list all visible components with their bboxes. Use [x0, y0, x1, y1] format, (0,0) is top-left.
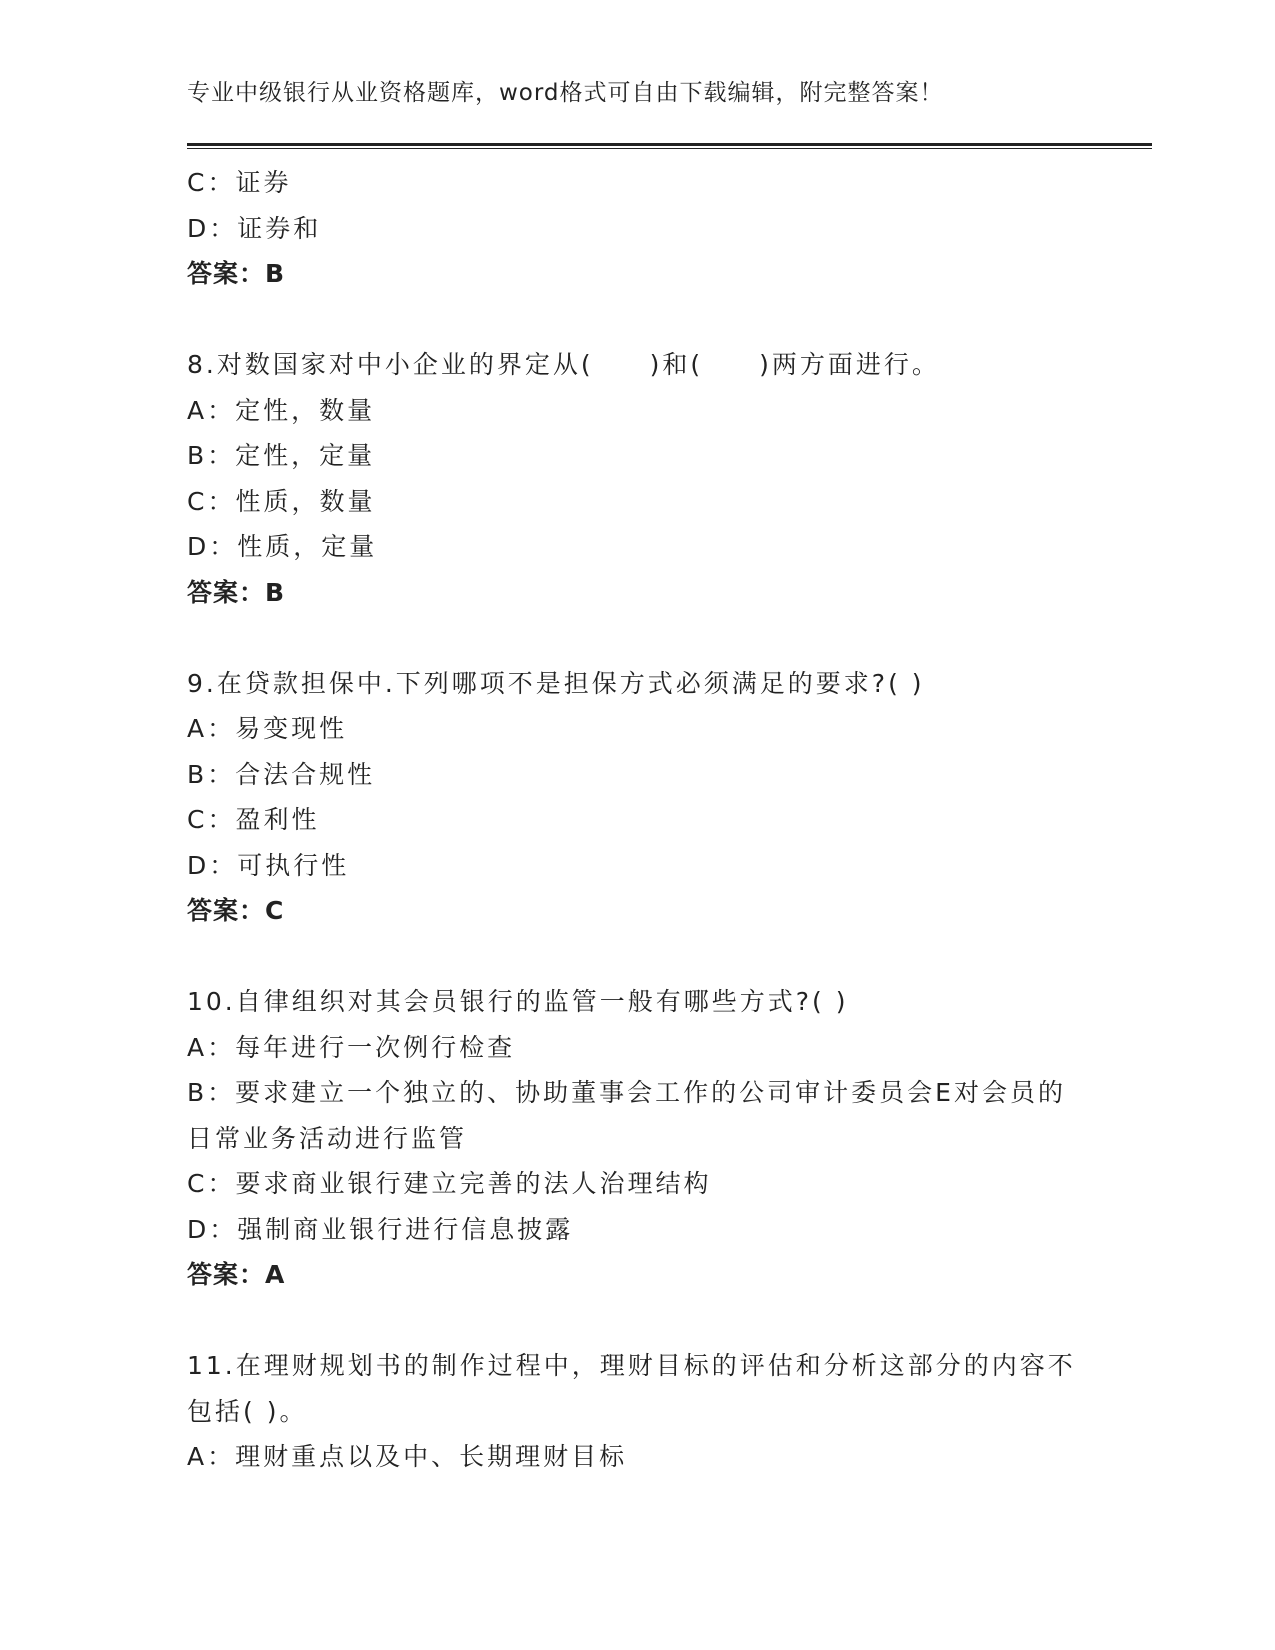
- option-b: B：要求建立一个独立的、协助董事会工作的公司审计委员会E对会员的日常业务活动进行监管: [187, 1078, 1066, 1153]
- answer: 答案：A: [187, 1260, 286, 1289]
- question-text: 10.自律组织对其会员银行的监管一般有哪些方式?( ): [187, 987, 849, 1016]
- option-b: B：定性，定量: [187, 441, 376, 470]
- question-11: [187, 1343, 1087, 1480]
- option-d: D：可执行性: [187, 850, 350, 880]
- option-c: C：证券: [187, 168, 292, 197]
- option-c: C：要求商业银行建立完善的法人治理结构: [187, 1169, 712, 1198]
- page-header: 专业中级银行从业资格题库，word格式可自由下载编辑，附完整答案！: [187, 80, 944, 106]
- question-list: [187, 160, 1087, 1480]
- option-a: A：定性，数量: [187, 395, 376, 425]
- option-d: D：强制商业银行进行信息披露: [187, 1214, 574, 1244]
- question-8: [187, 342, 1087, 615]
- question-10: [187, 979, 1087, 1298]
- answer: 答案：B: [187, 577, 286, 607]
- option-d: D：证券和: [187, 213, 322, 243]
- question-9: [187, 661, 1087, 934]
- option-c: C：盈利性: [187, 805, 320, 834]
- option-a: A：每年进行一次例行检查: [187, 1032, 516, 1062]
- header-divider: [187, 143, 1152, 149]
- option-d: D：性质，定量: [187, 532, 378, 561]
- question-text: 8.对数国家对中小企业的界定从( )和( )两方面进行。: [187, 350, 940, 379]
- option-a: A：易变现性: [187, 714, 348, 743]
- option-a: A：理财重点以及中、长期理财目标: [187, 1442, 628, 1471]
- answer: 答案：B: [187, 259, 286, 288]
- question-text: 11.在理财规划书的制作过程中，理财目标的评估和分析这部分的内容不包括( )。: [187, 1351, 1076, 1426]
- question-text: 9.在贷款担保中.下列哪项不是担保方式必须满足的要求?( ): [187, 668, 925, 698]
- answer: 答案：C: [187, 896, 285, 925]
- option-c: C：性质，数量: [187, 486, 376, 516]
- option-b: B：合法合规性: [187, 759, 376, 789]
- question-7: [187, 160, 1087, 297]
